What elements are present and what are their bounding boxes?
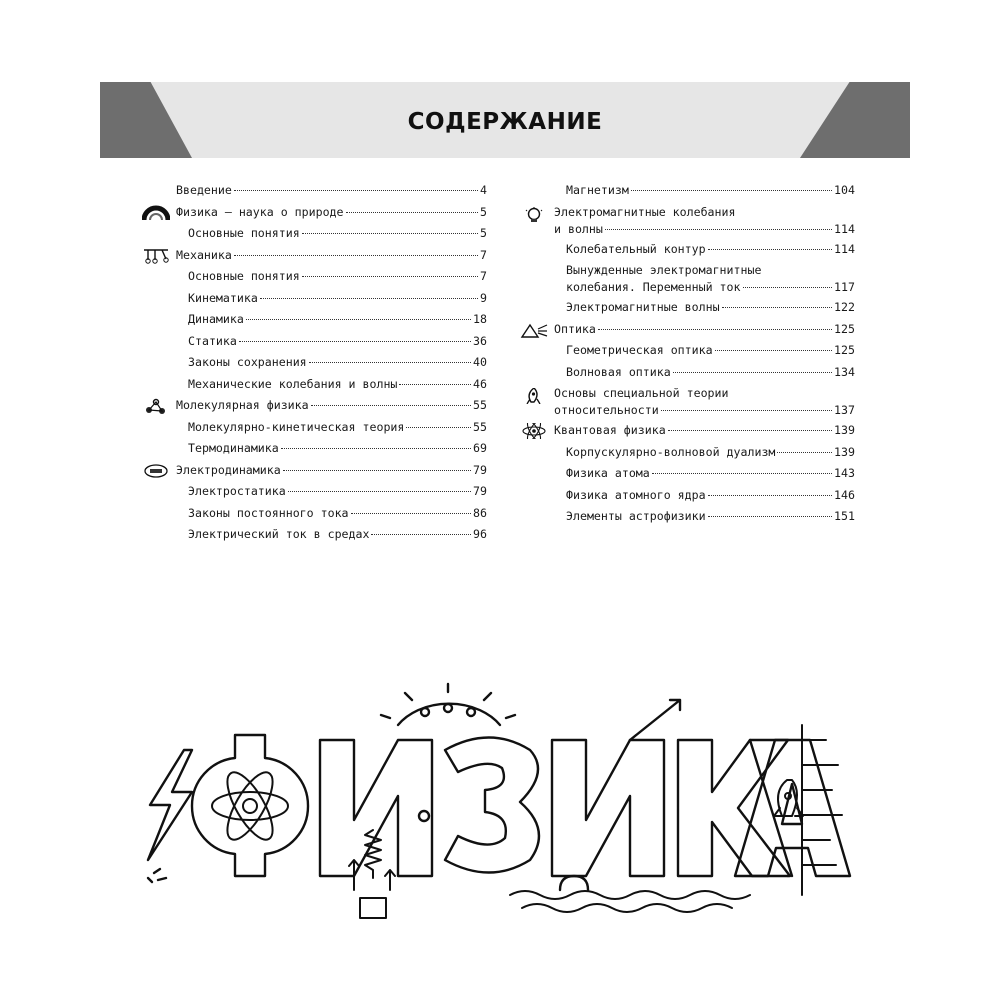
toc-page-number: 18	[473, 312, 487, 326]
toc-entry-title: Электромагнитные волны	[566, 300, 720, 314]
dot-leader	[598, 329, 832, 330]
toc-page-number: 69	[473, 441, 487, 455]
toc-entry-title: колебания. Переменный ток	[566, 280, 741, 294]
toc-entry[interactable]	[520, 383, 855, 420]
toc-page-number: 125	[834, 321, 855, 336]
toc-entry[interactable]	[142, 180, 487, 202]
toc-entry[interactable]	[520, 485, 855, 507]
toc-entry-title: Физика атома	[566, 466, 650, 480]
toc-entry[interactable]	[142, 481, 487, 503]
dot-leader	[309, 362, 471, 363]
toc-entry[interactable]	[520, 202, 855, 239]
toc-page-number: 46	[473, 376, 487, 391]
toc-page-number: 134	[834, 364, 855, 379]
toc-entry[interactable]	[142, 352, 487, 374]
toc-page-number: 5	[480, 226, 487, 240]
toc-entry-title: Термодинамика	[188, 441, 279, 455]
toc-entry-title: Квантовая физика	[554, 423, 666, 437]
header-banner	[100, 82, 910, 158]
toc-page-number: 96	[473, 527, 487, 541]
toc-entry[interactable]	[142, 266, 487, 288]
dot-leader	[605, 229, 832, 230]
toc-page-number: 139	[834, 444, 855, 459]
prism-icon	[520, 322, 548, 338]
dot-leader	[708, 495, 832, 496]
dot-leader	[708, 249, 832, 250]
dot-leader	[239, 341, 471, 342]
toc-entry[interactable]	[520, 362, 855, 384]
toc-entry[interactable]	[520, 420, 855, 442]
toc-entry-title: и волны	[554, 221, 603, 236]
dot-leader	[631, 190, 832, 191]
toc-entry-title: Кинематика	[188, 290, 258, 305]
toc-page-number: 151	[834, 509, 855, 523]
dot-leader	[371, 534, 471, 535]
atom-icon	[212, 766, 288, 846]
dot-leader	[661, 410, 832, 411]
dot-leader	[351, 513, 471, 514]
toc-entry[interactable]	[142, 503, 487, 525]
toc-page-number: 125	[834, 343, 855, 357]
toc-page-number: 40	[473, 355, 487, 369]
toc-page-number: 114	[834, 221, 855, 236]
dot-leader	[302, 233, 478, 234]
dot-leader	[652, 473, 832, 474]
toc-entry[interactable]	[142, 245, 487, 267]
toc-entry[interactable]	[520, 340, 855, 362]
toc-entry[interactable]	[142, 202, 487, 224]
magnet-icon	[142, 463, 170, 479]
lightbulb-icon	[520, 207, 548, 223]
toc-entry-title: Механические колебания и волны	[188, 376, 398, 391]
rocket-icon	[774, 780, 803, 816]
toc-page-number: 55	[473, 398, 487, 412]
toc-entry[interactable]	[520, 319, 855, 341]
dot-leader	[260, 298, 478, 299]
toc-entry-title: Колебательный контур	[566, 241, 706, 256]
letter-ef	[192, 735, 308, 876]
rainbow-icon	[142, 205, 170, 221]
toc-page-number: 146	[834, 487, 855, 502]
letter-ze	[445, 738, 539, 873]
toc-entry-title: Законы сохранения	[188, 355, 307, 369]
toc-entry-title: Основные понятия	[188, 226, 300, 240]
dot-leader	[673, 372, 832, 373]
toc-entry[interactable]	[142, 374, 487, 396]
toc-entry[interactable]	[520, 260, 855, 297]
dot-leader	[715, 350, 832, 351]
toc-page-number: 114	[834, 241, 855, 256]
toc-page-number: 4	[480, 183, 487, 197]
toc-entry-title: Законы постоянного тока	[188, 505, 349, 520]
dot-leader	[708, 516, 832, 517]
physics-logo-art	[140, 680, 860, 920]
dot-leader	[234, 190, 478, 191]
dot-leader	[281, 448, 471, 449]
toc-page-number: 122	[834, 300, 855, 314]
toc-entry-title: Молекулярная физика	[176, 398, 309, 412]
toc-entry-title: Волновая оптика	[566, 364, 671, 379]
toc-entry[interactable]	[142, 288, 487, 310]
toc-entry-title: Магнетизм	[566, 183, 629, 197]
toc-entry[interactable]	[142, 417, 487, 439]
toc-entry-title: Введение	[176, 183, 232, 197]
toc-entry-title: Механика	[176, 247, 232, 262]
toc-entry-title: относительности	[554, 403, 659, 417]
toc-page-number: 55	[473, 419, 487, 434]
toc-entry-title: Корпускулярно-волновой дуализм	[566, 444, 776, 459]
toc-page-number: 7	[480, 269, 487, 283]
toc-page-number: 139	[834, 423, 855, 437]
toc-entry-title: Электростатика	[188, 484, 286, 498]
toc-page-number: 104	[834, 183, 855, 197]
dot-leader	[668, 430, 832, 431]
dot-leader	[406, 427, 471, 428]
page-title: СОДЕРЖАНИЕ	[407, 109, 603, 135]
toc-entry-title: Основные понятия	[188, 269, 300, 283]
toc-entry-title: Элементы астрофизики	[566, 509, 706, 523]
toc-page-number: 137	[834, 403, 855, 417]
dot-leader	[311, 405, 471, 406]
rocket-icon	[520, 388, 548, 404]
toc-entry-title: Электродинамика	[176, 462, 281, 477]
ruler-icon	[802, 725, 842, 895]
toc-entry[interactable]	[520, 239, 855, 261]
toc-entry[interactable]	[520, 506, 855, 528]
letter-a	[735, 740, 850, 876]
toc-page-number: 5	[480, 204, 487, 219]
lamp-arc-icon	[381, 684, 515, 725]
toc-page-number: 79	[473, 462, 487, 477]
dot-leader	[722, 307, 832, 308]
dot-leader	[743, 287, 833, 288]
letter-i	[320, 740, 432, 876]
toc-entry-title: Молекулярно-кинетическая теория	[188, 419, 405, 434]
pendulum-icon	[142, 248, 170, 264]
waves-icon	[510, 891, 750, 912]
lightning-icon	[148, 750, 192, 882]
toc-right-column	[520, 180, 855, 528]
toc-page-number: 117	[834, 280, 855, 294]
toc-entry-title: Динамика	[188, 312, 244, 326]
toc-entry[interactable]	[142, 331, 487, 353]
dot-leader	[399, 384, 471, 385]
dot-leader	[777, 452, 832, 453]
dot-leader	[302, 276, 478, 277]
toc-entry-title-line1: Электромагнитные колебания	[554, 204, 736, 219]
toc-page-number: 7	[480, 247, 487, 262]
toc-entry[interactable]	[142, 438, 487, 460]
toc-left-column	[142, 180, 487, 546]
toc-entry[interactable]	[520, 463, 855, 485]
toc-entry-title: Оптика	[554, 321, 596, 336]
toc-page-number: 9	[480, 290, 487, 305]
toc-entry[interactable]	[520, 297, 855, 319]
toc-page-number: 143	[834, 466, 855, 480]
toc-entry-title: Физика — наука о природе	[176, 204, 344, 219]
dot-leader	[234, 255, 478, 256]
dot-leader	[283, 470, 471, 471]
toc-entry-title: Геометрическая оптика	[566, 343, 713, 357]
toc-entry-title: Статика	[188, 333, 237, 348]
dot-leader	[346, 212, 478, 213]
toc-entry[interactable]	[520, 180, 855, 202]
toc-entry[interactable]	[142, 395, 487, 417]
toc-entry[interactable]	[142, 524, 487, 546]
toc-entry[interactable]	[142, 223, 487, 245]
toc-entry[interactable]	[142, 460, 487, 482]
molecule-icon	[142, 398, 170, 414]
toc-entry-title: Электрический ток в средах	[188, 527, 370, 541]
toc-entry[interactable]	[520, 442, 855, 464]
letter-i-second	[552, 700, 680, 890]
toc-entry-title-line1: Основы специальной теории	[554, 386, 729, 400]
atom-icon	[520, 423, 548, 439]
toc-entry-title-line1: Вынужденные электромагнитные	[566, 263, 762, 277]
toc-page-number: 36	[473, 333, 487, 348]
toc-entry-title: Физика атомного ядра	[566, 487, 706, 502]
dot-leader	[288, 491, 471, 492]
dot-leader	[246, 319, 471, 320]
toc-page-number: 79	[473, 484, 487, 498]
toc-entry[interactable]	[142, 309, 487, 331]
toc-page-number: 86	[473, 505, 487, 520]
